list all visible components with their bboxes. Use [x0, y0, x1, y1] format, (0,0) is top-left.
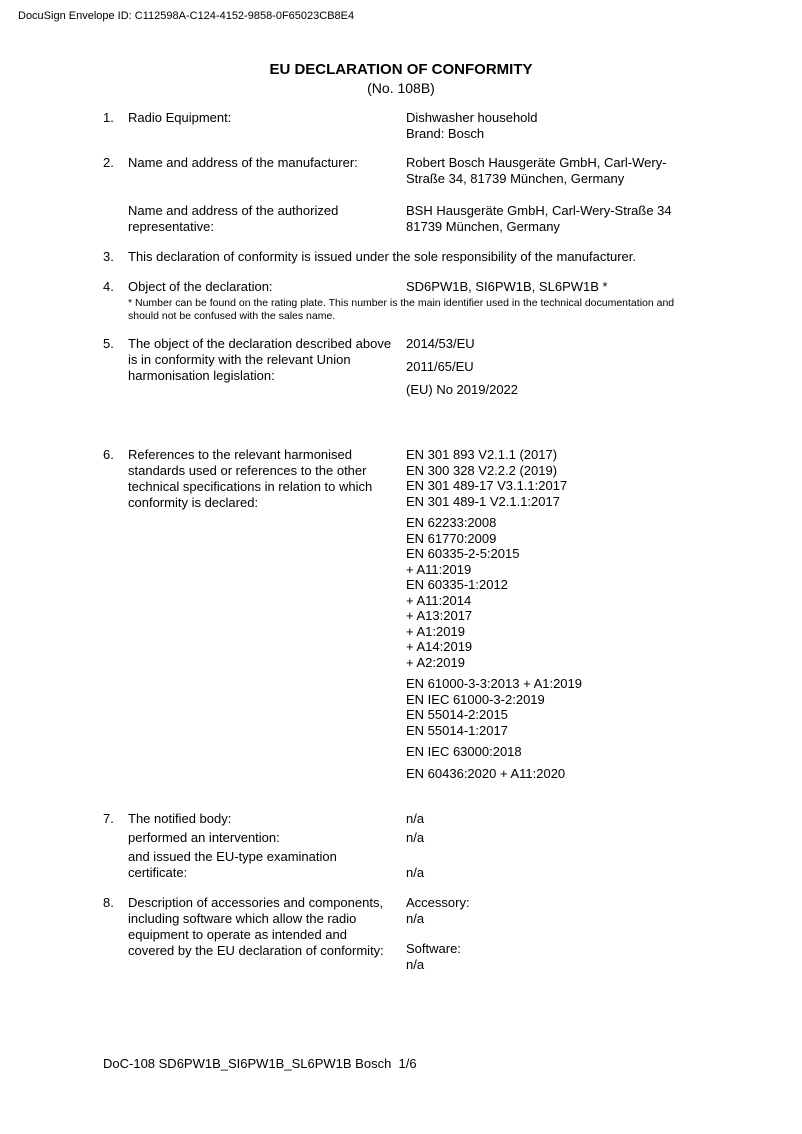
standard-line: EN 55014-2:2015	[406, 707, 508, 722]
standard-line: EN 55014-1:2017	[406, 722, 508, 738]
item-label: References to the relevant harmonised standards used or references to the other technical specifications in relation to which conformity is declared:	[128, 447, 373, 510]
item-value: Robert Bosch Hausgeräte GmbH, Carl-Wery-Straße 34, 81739 München, Germany	[406, 155, 667, 186]
doc-item-object-of-declaration	[103, 279, 702, 323]
object-row	[128, 279, 702, 295]
accessory-group	[406, 895, 696, 927]
standard-line: EN IEC 63000:2018	[406, 744, 522, 759]
item-label: The object of the declaration described above is in conformity with the relevant Union harmonisation legislation:	[128, 336, 392, 383]
item-value: n/a	[406, 830, 425, 845]
legislation-list	[406, 336, 702, 398]
document-title: EU DECLARATION OF CONFORMITY	[269, 61, 533, 78]
item-label: Name and address of the manufacturer:	[128, 155, 358, 170]
intervention-row	[128, 830, 702, 846]
examination-certificate-row	[128, 849, 702, 881]
standard-line: + A2:2019	[406, 654, 465, 670]
standard-line: EN 301 489-1 V2.1.1:2017	[406, 493, 560, 509]
legislation-line: 2014/53/EU	[406, 336, 475, 351]
item-number: 1.	[103, 110, 114, 125]
representative-row	[128, 203, 702, 235]
standards-group-performance	[406, 766, 696, 782]
accessory-label: Accessory:	[406, 895, 470, 910]
item-value: n/a	[406, 865, 425, 880]
item-columns	[128, 279, 702, 323]
standard-line: + A11:2014	[406, 592, 472, 608]
page-footer: DoC-108 SD6PW1B_SI6PW1B_SL6PW1B Bosch 1/6	[103, 1056, 417, 1071]
doc-item-harmonisation-legislation	[103, 336, 702, 398]
legislation-line: 2011/65/EU	[406, 359, 474, 374]
item-label: Object of the declaration:	[128, 279, 273, 294]
standard-line: EN 300 328 V2.2.2 (2019)	[406, 462, 558, 478]
item-label: Radio Equipment:	[128, 110, 232, 125]
document-body	[103, 110, 702, 973]
standard-line: EN 61770:2009	[406, 530, 497, 546]
standards-list	[406, 447, 702, 781]
value-line: Dishwasher household	[406, 110, 538, 125]
item-label: performed an intervention:	[128, 830, 280, 845]
item-number: 6.	[103, 447, 114, 462]
rating-plate-footnote: * Number can be found on the rating plate. This number is the main identifier used in the technical documentation and should not be confused with the sales name.	[128, 297, 675, 322]
item-value: n/a	[406, 811, 425, 826]
item-label: and issued the EU-type examination certificate:	[128, 849, 337, 880]
item-text: This declaration of conformity is issued under the sole responsibility of the manufacturer.	[128, 249, 636, 264]
item-label: Name and address of the authorized representative:	[128, 203, 339, 234]
standard-line: EN 60436:2020 + A11:2020	[406, 765, 566, 781]
software-value: n/a	[406, 957, 425, 972]
standard-line: EN IEC 61000-3-2:2019	[406, 691, 545, 707]
item-value: SD6PW1B, SI6PW1B, SL6PW1B *	[406, 279, 608, 294]
item-label: The notified body:	[128, 811, 232, 826]
item-value	[406, 895, 702, 973]
item-columns	[128, 811, 702, 881]
item-number: 8.	[103, 895, 114, 910]
standard-line: + A1:2019	[406, 623, 465, 639]
standards-group-emc	[406, 676, 696, 738]
doc-item-notified-body	[103, 811, 702, 881]
item-columns	[128, 155, 702, 235]
standard-line: + A11:2019	[406, 561, 472, 577]
standard-line: EN 60335-2-5:2015	[406, 546, 520, 561]
standards-group-radio	[406, 447, 696, 509]
notified-body-row	[128, 811, 702, 827]
standard-line: EN 61000-3-3:2013 + A1:2019	[406, 676, 583, 691]
item-number: 4.	[103, 279, 114, 294]
legislation-line: (EU) No 2019/2022	[406, 382, 519, 397]
doc-item-responsibility	[103, 249, 702, 265]
value-line: Brand: Bosch	[406, 126, 485, 141]
item-number: 7.	[103, 811, 114, 826]
standard-line: EN 301 893 V2.1.1 (2017)	[406, 447, 558, 462]
item-number: 5.	[103, 336, 114, 351]
standard-line: + A14:2019	[406, 639, 473, 654]
standard-line: EN 301 489-17 V3.1.1:2017	[406, 478, 568, 493]
software-group	[406, 941, 696, 973]
software-label: Software:	[406, 941, 461, 956]
document-number: (No. 108B)	[367, 80, 435, 96]
doc-item-manufacturer	[103, 155, 702, 235]
accessory-value: n/a	[406, 911, 425, 926]
item-label: Description of accessories and components, including software which allow the radio equipment to operate as intended and covered by the EU declaration of conformity:	[128, 895, 384, 958]
item-value: BSH Hausgeräte GmbH, Carl-Wery-Straße 34 81739 München, Germany	[406, 203, 672, 234]
item-value	[406, 110, 702, 142]
standards-group-rohs	[406, 744, 696, 760]
doc-item-radio-equipment	[103, 110, 702, 142]
manufacturer-row	[128, 155, 702, 187]
item-number: 2.	[103, 155, 114, 170]
item-number: 3.	[103, 249, 114, 264]
docusign-envelope-id: DocuSign Envelope ID: C112598A-C124-4152-9858-0F65023CB8E4	[18, 10, 355, 22]
standard-line: EN 60335-1:2012	[406, 577, 508, 592]
doc-item-harmonised-standards	[103, 447, 702, 781]
doc-item-accessories	[103, 895, 702, 973]
standard-line: + A13:2017	[406, 608, 473, 623]
standards-group-safety	[406, 515, 696, 670]
standard-line: EN 62233:2008	[406, 515, 497, 530]
